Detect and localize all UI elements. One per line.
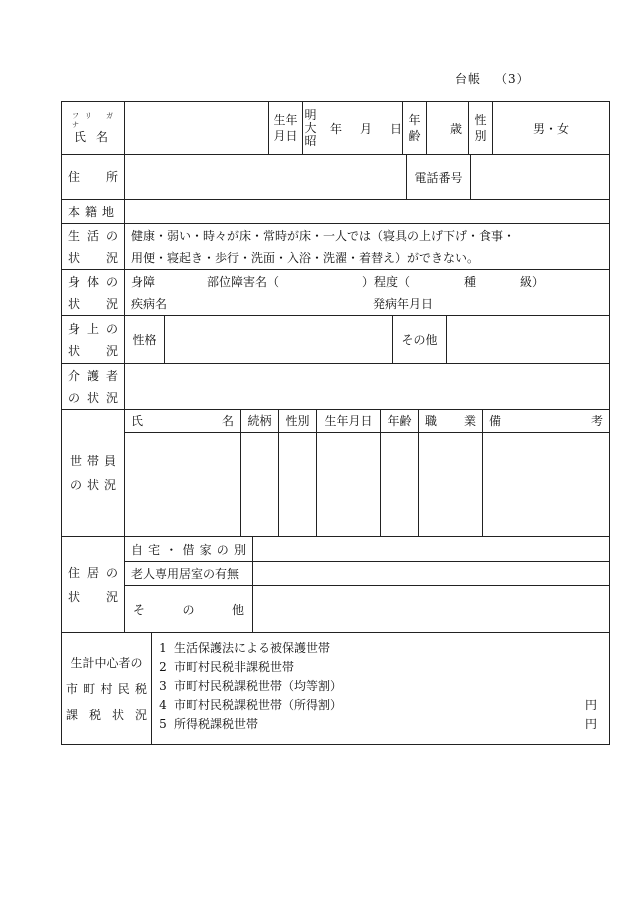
personal-label-cell	[62, 316, 125, 364]
household-body	[125, 432, 609, 536]
body-status-field[interactable]	[125, 270, 610, 316]
household-relation-field[interactable]	[241, 433, 279, 536]
address-row-fields	[125, 155, 610, 200]
household-remarks-field[interactable]	[483, 433, 609, 536]
life-label-line1: 生 活 の	[68, 228, 118, 243]
sex-options: 男・女	[532, 121, 569, 136]
col-sex: 性別	[279, 410, 317, 432]
household-sex-field[interactable]	[279, 433, 317, 536]
body-label-cell	[62, 270, 125, 316]
col-remarks: 備 考	[489, 414, 603, 428]
residence-row-other	[125, 585, 609, 632]
disability-site-label: 部位障害名（	[207, 274, 280, 289]
disease-label: 疾病名	[131, 296, 168, 311]
tax-option-5[interactable]: 5 所得税課税世帯 円	[159, 717, 598, 731]
birth-label: 生年 月日	[269, 102, 303, 154]
ownership-field[interactable]	[253, 537, 609, 561]
caregiver-label-line1: 介 護 者	[68, 368, 118, 383]
household-birthdate-field[interactable]	[317, 433, 381, 536]
private-room-label: 老人専用居室の有無	[125, 562, 253, 585]
tax-option-3[interactable]: 3 市町村民税課税世帯（均等割）	[159, 679, 343, 693]
life-status-line2: 用便・寝起き・歩行・洗面・入浴・洗濯・着替え）ができない。	[131, 250, 480, 265]
household-label-line2: の 状 況	[70, 478, 116, 492]
onset-label: 発病年月日	[373, 296, 434, 311]
disability-close-label: ）程度（	[362, 274, 411, 289]
other-field[interactable]	[447, 316, 609, 363]
sex-field[interactable]	[493, 102, 609, 154]
life-status-line1: 健康・弱い・時々が床・常時が床・一人では（寝具の上げ下げ・食事・	[131, 228, 516, 243]
personal-row-fields	[125, 316, 610, 364]
col-occupation: 職 業	[419, 410, 483, 432]
character-label: 性格	[125, 316, 165, 363]
household-name-field[interactable]	[125, 433, 241, 536]
sex-label: 性 別	[469, 102, 493, 154]
name-field[interactable]	[125, 102, 269, 154]
tax-option-2[interactable]: 2 市町村民税非課税世帯	[159, 660, 295, 674]
residence-other-field[interactable]	[253, 586, 609, 632]
other-label: その他	[393, 316, 447, 363]
household-age-field[interactable]	[381, 433, 419, 536]
phone-label: 電話番号	[407, 155, 471, 199]
furigana-label: フリ ガナ	[72, 112, 119, 129]
residence-table	[125, 537, 610, 633]
col-relation: 続柄	[241, 410, 279, 432]
body-label-line2: 状 況	[68, 296, 118, 311]
month-label: 月	[359, 121, 372, 136]
ledger-label: 台帳	[455, 72, 482, 86]
caregiver-field[interactable]	[125, 364, 610, 410]
address-label-cell	[62, 155, 125, 200]
name-row-fields	[125, 102, 610, 155]
col-age: 年齢	[381, 410, 419, 432]
caregiver-label-cell	[62, 364, 125, 410]
honseki-label: 本籍地	[68, 204, 120, 219]
tax-label-line1: 生計中心者の	[70, 655, 143, 670]
phone-field[interactable]	[471, 155, 609, 199]
disability-line	[125, 271, 609, 293]
tax-options	[152, 633, 609, 744]
col-birthdate: 生年月日	[317, 410, 381, 432]
disease-line	[125, 293, 609, 315]
address-field[interactable]	[125, 155, 407, 199]
caregiver-label-line2: の 状 況	[68, 390, 118, 405]
col-name: 氏 名	[125, 410, 241, 432]
life-label-cell	[62, 224, 125, 270]
birth-date-field[interactable]	[303, 102, 403, 154]
life-status-field[interactable]	[125, 224, 610, 270]
ledger-form	[61, 101, 610, 745]
grade-level-label: 級）	[520, 274, 545, 289]
character-field[interactable]	[165, 316, 393, 363]
residence-label-cell	[62, 537, 125, 633]
ledger-number: （3）	[495, 72, 530, 86]
name-label: 氏名	[74, 130, 119, 144]
grade-kind-label: 種	[464, 274, 477, 289]
household-label-line1: 世 帯 員	[70, 454, 116, 468]
tax-row	[62, 633, 610, 745]
household-label-cell	[62, 410, 125, 537]
private-room-field[interactable]	[253, 562, 609, 585]
tax-label	[62, 633, 152, 744]
honseki-label-cell	[62, 200, 125, 224]
age-label: 年 齢	[403, 102, 427, 154]
residence-label-line1: 住 居 の	[68, 565, 118, 580]
day-label: 日	[389, 121, 402, 136]
era-options: 明 大 昭	[304, 107, 317, 148]
ownership-label: 自 宅 ・ 借 家 の 別	[125, 537, 253, 561]
tax-label-line3: 課 税 状 況	[66, 707, 147, 722]
name-label-cell	[62, 102, 125, 155]
age-unit: 歳	[449, 121, 462, 136]
household-header	[125, 410, 609, 432]
residence-other-label: そ の 他	[125, 586, 253, 632]
year-label: 年	[329, 121, 342, 136]
address-label: 住 所	[68, 169, 118, 184]
life-label-line2: 状 況	[68, 250, 118, 265]
tax-option-4[interactable]: 4 市町村民税課税世帯（所得割） 円	[159, 698, 598, 712]
body-label-line1: 身 体 の	[68, 274, 118, 289]
tax-option-1[interactable]: 1 生活保護法による被保護世帯	[159, 641, 331, 655]
ledger-title	[455, 70, 530, 87]
tax-label-line2: 市 町 村 民 税	[66, 681, 147, 696]
age-field[interactable]	[427, 102, 469, 154]
disability-label: 身障	[131, 274, 156, 289]
honseki-field[interactable]	[125, 200, 610, 224]
household-occupation-field[interactable]	[419, 433, 483, 536]
residence-label-line2: 状 況	[68, 589, 118, 604]
residence-row-room	[125, 561, 609, 585]
residence-row-ownership	[125, 537, 609, 561]
personal-label-line2: 状 況	[68, 343, 118, 358]
personal-label-line1: 身 上 の	[68, 321, 118, 336]
household-table	[125, 410, 610, 537]
